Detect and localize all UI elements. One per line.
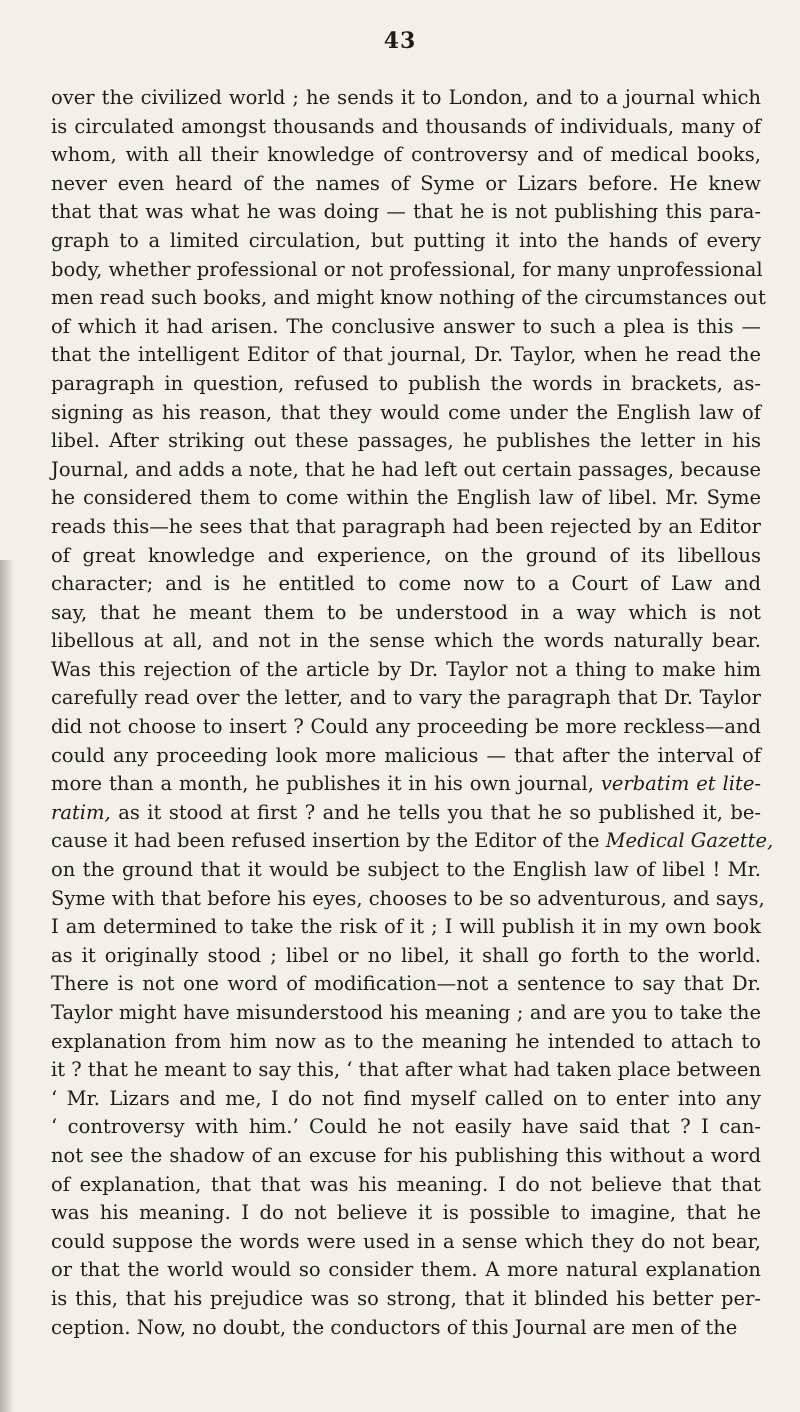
text-line: or that the world would so consider them. A more natural explanation (51, 1258, 761, 1282)
text-line: signing as his reason, that they would come under the English law of (51, 400, 761, 424)
text-line: paragraph in question, refused to publish the words in brackets, as- (51, 371, 761, 395)
text-line: graph to a limited circulation, but putting it into the hands of every (51, 228, 761, 252)
text-line: could any proceeding look more malicious — that after the interval of (51, 743, 761, 767)
text-line: Taylor might have misunderstood his meaning ; and are you to take the (51, 1001, 761, 1024)
text-line: as it originally stood ; libel or no libel, it shall go forth to the world. (51, 943, 761, 967)
text-line: libellous at all, and not in the sense which the words naturally bear. (51, 629, 761, 653)
page-number: 43 (383, 28, 417, 54)
text-line: I am determined to take the risk of it ; I will publish it in my own book (51, 915, 761, 939)
text-line: that that was what he was doing — that he is not publishing this para- (51, 200, 761, 224)
text-line: never even heard of the names of Syme or Lizars before. He knew (51, 171, 761, 195)
text-line: carefully read over the letter, and to vary the paragraph that Dr. Taylor (51, 686, 761, 710)
text-line: was his meaning. I do not believe it is possible to imagine, that he (51, 1201, 761, 1225)
text-line: it ? that he meant to say this, ‘ that after what had taken place between (51, 1058, 761, 1082)
text-line: of explanation, that that was his meaning. I do not believe that that (51, 1172, 761, 1196)
text-line: is circulated amongst thousands and thousands of individuals, many of (51, 114, 761, 138)
text-line: not see the shadow of an excuse for his publishing this without a word (51, 1143, 761, 1167)
text-line: libel. After striking out these passages, he publishes the letter in his (51, 429, 761, 453)
body-text (51, 84, 774, 1342)
text-line: explanation from him now as to the meaning he intended to attach to (51, 1029, 761, 1053)
text-line: ‘ Mr. Lizars and me, I do not find myself called on to enter into any (51, 1086, 761, 1110)
text-line: is this, that his prejudice was so strong, that it blinded his better per- (51, 1286, 761, 1310)
text-line: could suppose the words were used in a sense which they do not bear, (51, 1229, 761, 1253)
text-line: of great knowledge and experience, on the ground of its libellous (51, 543, 761, 567)
text-line: cause it had been refused insertion by the Editor of the Medical Gazette, (51, 829, 774, 853)
text-line: ‘ controversy with him.’ Could he not easily have said that ? I can- (51, 1115, 761, 1139)
text-line: body, whether professional or not professional, for many unprofessional (51, 257, 763, 281)
text-line: reads this—he sees that that paragraph had been rejected by an Editor (51, 514, 761, 538)
text-line: ception. Now, no doubt, the conductors of this Journal are men of the (51, 1315, 738, 1339)
text-line: of which it had arisen. The conclusive answer to such a plea is this — (51, 314, 761, 338)
text-line: Syme with that before his eyes, chooses to be so adventurous, and says, (51, 886, 765, 910)
text-line: he considered them to come within the English law of libel. Mr. Syme (51, 486, 761, 510)
text-line: that the intelligent Editor of that journal, Dr. Taylor, when he read the (51, 343, 761, 367)
text-line: say, that he meant them to be understood in a way which is not (51, 600, 761, 624)
text-line: Journal, and adds a note, that he had left out certain passages, because (51, 457, 761, 481)
text-line: on the ground that it would be subject to the English law of libel ! Mr. (51, 858, 761, 882)
text-line: ratim, as it stood at first ? and he tells you that he so published it, be- (51, 800, 761, 824)
text-line: did not choose to insert ? Could any proceeding be more reckless—and (51, 715, 761, 739)
text-line: more than a month, he publishes it in his own journal, verbatim et lite- (51, 772, 761, 796)
text-line: character; and is he entitled to come now to a Court of Law and (51, 572, 761, 596)
text-line: men read such books, and might know nothing of the circumstances out (51, 286, 766, 310)
text-line: There is not one word of modification—not a sentence to say that Dr. (51, 972, 761, 996)
text-line: over the civilized world ; he sends it to London, and to a journal which (51, 86, 761, 109)
text-line: Was this rejection of the article by Dr. Taylor not a thing to make him (51, 657, 761, 681)
binding-shadow (0, 560, 14, 1412)
text-line: whom, with all their knowledge of controversy and of medical books, (51, 143, 761, 167)
